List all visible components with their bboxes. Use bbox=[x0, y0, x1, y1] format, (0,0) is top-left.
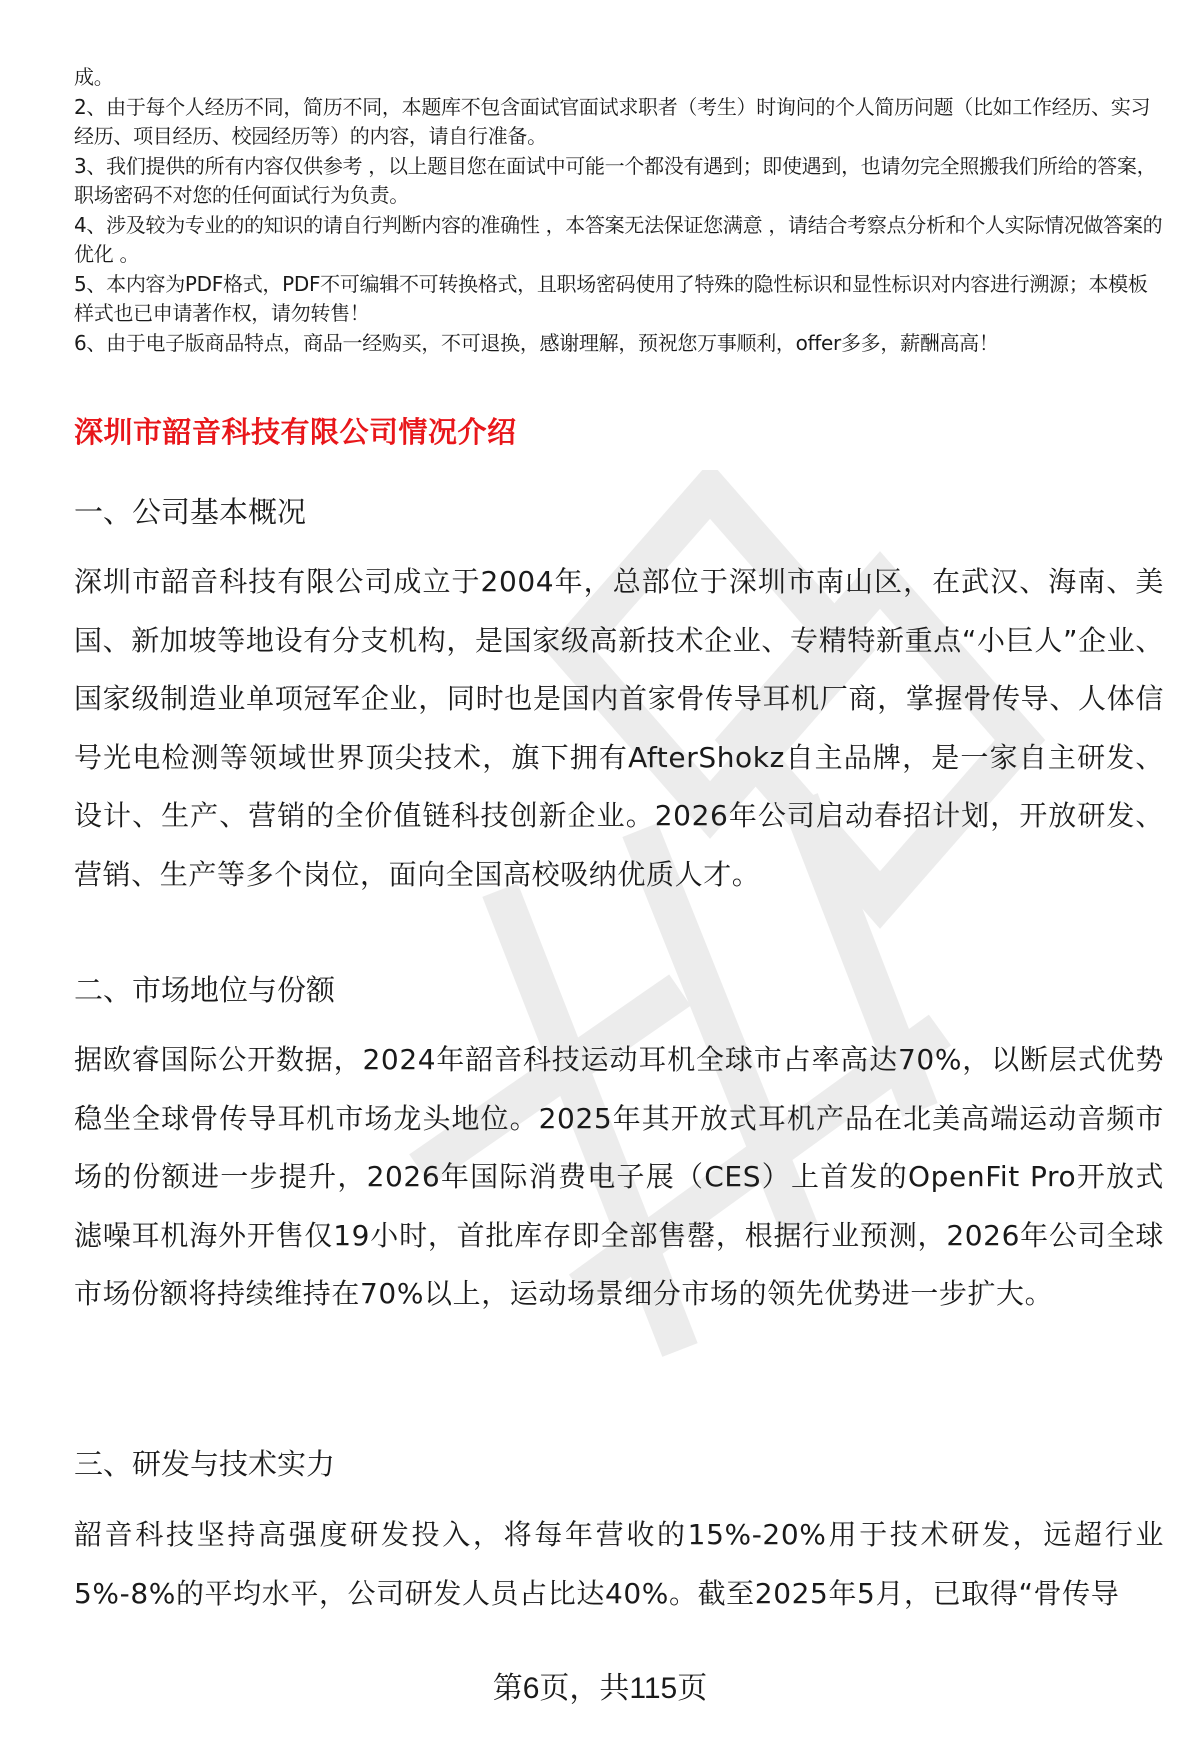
section-heading: 一、公司基本概况 bbox=[74, 495, 307, 529]
section-rd-strength bbox=[74, 1442, 1164, 1610]
notice-item: 3、我们提供的所有内容仅供参考 ，以上题目您在面试中可能一个都没有遇到；即使遇到，也请勿完全照搬我们所给的答案，职场密码不对您的任何面试行为负责。 bbox=[74, 153, 1157, 207]
notice-item: 5、本内容为PDF格式，PDF不可编辑不可转换格式，且职场密码使用了特殊的隐性标识和显性标识对内容进行溯源；本模板样式也已申请著作权，请勿转售！ bbox=[74, 271, 1148, 325]
notice-item: 4、涉及较为专业的的知识的请自行判断内容的准确性 ，本答案无法保证您满意 ，请结合考察点分析和个人实际情况做答案的优化 。 bbox=[74, 212, 1163, 266]
notice-item: 6、由于电子版商品特点，商品一经购买，不可退换，感谢理解，预祝您万事顺利，offer多多，薪酬高高！ bbox=[74, 330, 999, 355]
page-number: 第6页，共115页 bbox=[492, 1672, 708, 1705]
section-body: 深圳市韶音科技有限公司成立于2004年，总部位于深圳市南山区，在武汉、海南、美国、新加坡等地设有分支机构，是国家级高新技术企业、专精特新重点“小巨人”企业、国家级制造业单项冠军企业，同时也是国内首家骨传导耳机厂商，掌握骨传导、人体信号光电检测等领域世界顶尖技术，旗下拥有AfterShokz自主品牌，是一家自主研发、设计、生产、营销的全价值链科技创新企业。2026年公司启动春招计划，开放研发、营销、生产等多个岗位，面向全国高校吸纳优质人才。 bbox=[74, 565, 1164, 891]
section-company-overview bbox=[74, 490, 1164, 891]
notice-item: 2、由于每个人经历不同，简历不同，本题库不包含面试官面试求职者（考生）时询问的个人简历问题（比如工作经历、实习经历、项目经历、校园经历等）的内容，请自行准备。 bbox=[74, 94, 1151, 148]
section-heading: 三、研发与技术实力 bbox=[74, 1447, 336, 1481]
notice-item: 成。 bbox=[74, 65, 114, 89]
section-market-position bbox=[74, 968, 1164, 1310]
section-body: 韶音科技坚持高强度研发投入，将每年营收的15%-20%用于技术研发，远超行业5%-8%的平均水平，公司研发人员占比达40%。截至2025年5月，已取得“骨传导 bbox=[74, 1518, 1164, 1610]
company-title: 深圳市韶音科技有限公司情况介绍 bbox=[74, 415, 517, 449]
section-heading: 二、市场地位与份额 bbox=[74, 973, 336, 1007]
notice-list bbox=[74, 63, 1164, 358]
section-body: 据欧睿国际公开数据，2024年韶音科技运动耳机全球市占率高达70%，以断层式优势稳坐全球骨传导耳机市场龙头地位。2025年其开放式耳机产品在北美高端运动音频市场的份额进一步提升，2026年国际消费电子展（CES）上首发的OpenFit Pro开放式滤噪耳机海外开售仅19小时，首批库存即全部售罄，根据行业预测，2026年公司全球市场份额将持续维持在70%以上，运动场景细分市场的领先优势进一步扩大。 bbox=[74, 1043, 1164, 1310]
